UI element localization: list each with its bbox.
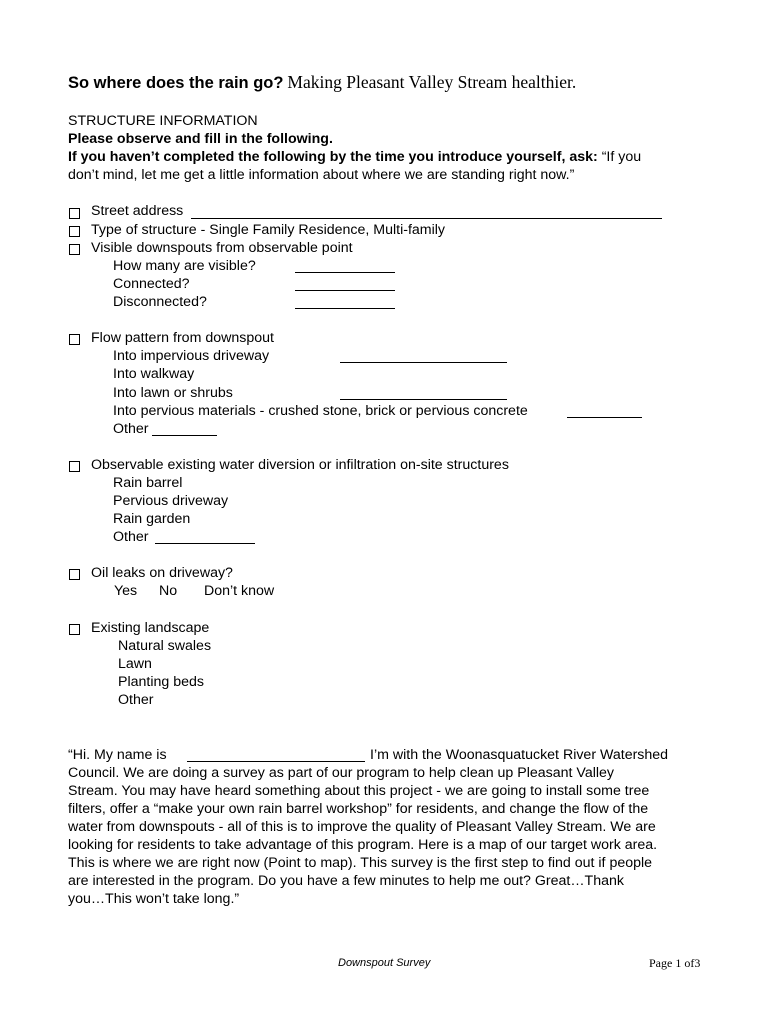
oil-yes-option[interactable]: Yes [114,583,138,599]
ask-bold-text: If you haven’t completed the following by the time you introduce yourself, ask: [68,149,598,165]
rain-garden-label: Rain garden [113,511,191,527]
flow-impervious-field[interactable] [340,362,507,363]
planting-beds-label: Planting beds [118,674,204,690]
landscape-heading: Existing landscape [91,620,210,636]
diversion-other-label: Other [113,529,149,545]
script-line-2: Council. We are doing a survey as part of our program to help clean up Pleasant Valley [68,765,614,781]
oil-leaks-checkbox[interactable] [69,569,80,580]
flow-other-field[interactable] [152,435,217,436]
script-line-8: are interested in the program. Do you have a few minutes to help me out? Great…Thank [68,873,624,889]
script-line-4: filters, offer a “make your own rain barrel workshop” for residents, and change the flow of the [68,801,649,817]
flow-walkway-label: Into walkway [113,366,195,382]
flow-pattern-heading: Flow pattern from downspout [91,330,274,346]
script-line-6: looking for residents to take advantage of this program. Here is a map of our target work area. [68,837,658,853]
flow-pervious-label: Into pervious materials - crushed stone, brick or pervious concrete [113,403,528,419]
structure-type-checkbox[interactable] [69,226,80,237]
name-field[interactable] [187,761,365,762]
section-heading: STRUCTURE INFORMATION [68,113,258,129]
script-line-5: water from downspouts - all of this is to improve the quality of Pleasant Valley Stream. We are [68,819,656,835]
script-line-7: This is where we are right now (Point to map). This survey is the first step to find out if people [68,855,653,871]
how-many-label: How many are visible? [113,258,256,274]
connected-field[interactable] [295,290,395,291]
street-address-field[interactable] [191,218,662,219]
diversion-other-field[interactable] [155,543,255,544]
flow-lawn-field[interactable] [340,399,507,400]
disconnected-field[interactable] [295,308,395,309]
connected-label: Connected? [113,276,190,292]
landscape-checkbox[interactable] [69,624,80,635]
visible-downspouts-label: Visible downspouts from observable point [91,240,353,256]
script-greeting: “Hi. My name is [68,747,167,763]
rain-barrel-label: Rain barrel [113,475,183,491]
structure-type-label: Type of structure - Single Family Residence, Multi-family [91,222,446,238]
ask-quote-start: “If you [601,149,642,165]
script-line-3: Stream. You may have heard something about this project - we are going to install some tree [68,783,650,799]
ask-line-1 [68,148,641,166]
street-address-label: Street address [91,203,184,219]
landscape-other-label: Other [118,692,154,708]
page-number: Page 1 of3 [649,956,701,970]
oil-dont-know-option[interactable]: Don’t know [204,583,275,599]
title-subtitle: Making Pleasant Valley Stream healthier. [287,72,577,92]
pervious-driveway-label: Pervious driveway [113,493,229,509]
how-many-field[interactable] [295,272,395,273]
diversion-checkbox[interactable] [69,461,80,472]
flow-other-label: Other [113,421,149,437]
disconnected-label: Disconnected? [113,294,207,310]
diversion-heading: Observable existing water diversion or infiltration on-site structures [91,457,509,473]
natural-swales-label: Natural swales [118,638,212,654]
oil-leaks-heading: Oil leaks on driveway? [91,565,233,581]
instruction-text: Please observe and fill in the following. [68,131,333,147]
script-line-1b: I’m with the Woonasquatucket River Watershed [370,747,669,763]
flow-pervious-field[interactable] [567,417,642,418]
script-line-9: you…This won’t take long.” [68,891,240,907]
street-address-checkbox[interactable] [69,208,80,219]
footer-title: Downspout Survey [338,957,431,969]
flow-pattern-checkbox[interactable] [69,334,80,345]
page-title [68,72,576,93]
landscape-lawn-label: Lawn [118,656,152,672]
flow-impervious-label: Into impervious driveway [113,348,270,364]
visible-downspouts-checkbox[interactable] [69,244,80,255]
flow-lawn-label: Into lawn or shrubs [113,385,233,401]
title-bold: So where does the rain go? [68,74,284,92]
ask-line-2: don’t mind, let me get a little information about where we are standing right now.” [68,167,575,183]
oil-no-option[interactable]: No [159,583,178,599]
